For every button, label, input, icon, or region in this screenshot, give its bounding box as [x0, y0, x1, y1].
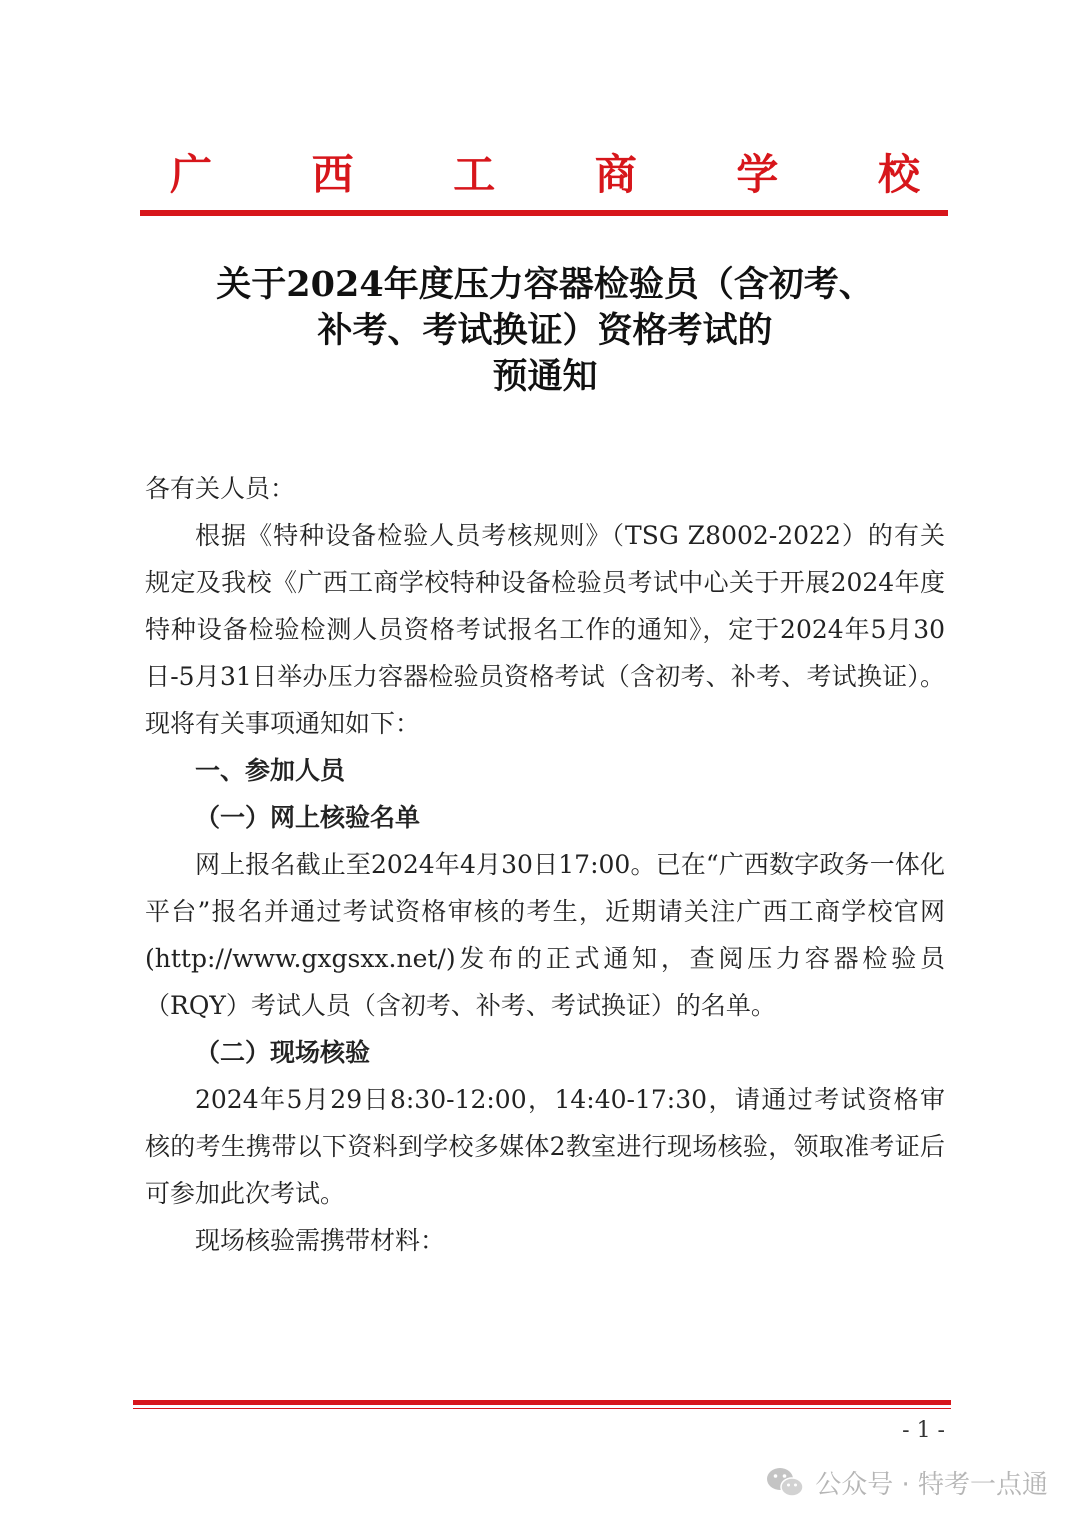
onsite-check-paragraph: 2024年5月29日8:30-12:00，14:40-17:30，请通过考试资格审核的考生携带以下资料到学校多媒体2教室进行现场核验，领取准考证后可参加此次考试。: [145, 1085, 945, 1208]
header-char-2: 西: [311, 150, 354, 199]
page-number: - 1 -: [902, 1418, 945, 1443]
header-char-6: 校: [877, 150, 920, 199]
title-line-2: 补考、考试换证）资格考试的: [317, 310, 773, 351]
title-line-3: 预通知: [492, 356, 598, 397]
title-line-1: 关于2024年度压力容器检验员（含初考、: [216, 264, 874, 305]
institution-name-header: [140, 142, 950, 202]
wechat-icon: [765, 1465, 805, 1499]
footer-red-rule-thin: [133, 1408, 951, 1409]
subsection-heading-online-list: （一）网上核验名单: [195, 803, 421, 832]
document-body: [145, 465, 945, 1264]
footer-red-rule: [133, 1400, 951, 1405]
header-char-1: 广: [170, 150, 213, 199]
watermark-text: 公众号 · 特考一点通: [815, 1469, 1048, 1500]
header-char-3: 工: [453, 150, 496, 199]
header-char-4: 商: [594, 150, 637, 199]
document-title: [140, 262, 950, 400]
section-heading-participants: 一、参加人员: [195, 756, 346, 785]
wechat-watermark: [765, 1460, 1048, 1504]
subsection-heading-onsite-check: （二）现场核验: [195, 1038, 371, 1067]
intro-paragraph: 根据《特种设备检验人员考核规则》（TSG Z8002-2022）的有关规定及我校《广西工商学校特种设备检验员考试中心关于开展2024年度特种设备检验检测人员资格考试报名工作的通知》，定于2024年5月30日-5月31日举办压力容器检验员资格考试（含初考、补考、考试换证）。现将有关事项通知如下：: [145, 521, 945, 738]
online-list-paragraph: 网上报名截止至2024年4月30日17:00。已在“广西数字政务一体化平台”报名并通过考试资格审核的考生，近期请关注广西工商学校官网(http://www.gxgsxx.net/)发布的正式通知，查阅压力容器检验员（RQY）考试人员（含初考、补考、考试换证）的名单。: [145, 850, 945, 1020]
header-red-rule: [140, 210, 948, 216]
header-char-5: 学: [736, 150, 779, 199]
salutation: 各有关人员：: [145, 474, 296, 503]
materials-intro: 现场核验需携带材料：: [195, 1226, 446, 1255]
